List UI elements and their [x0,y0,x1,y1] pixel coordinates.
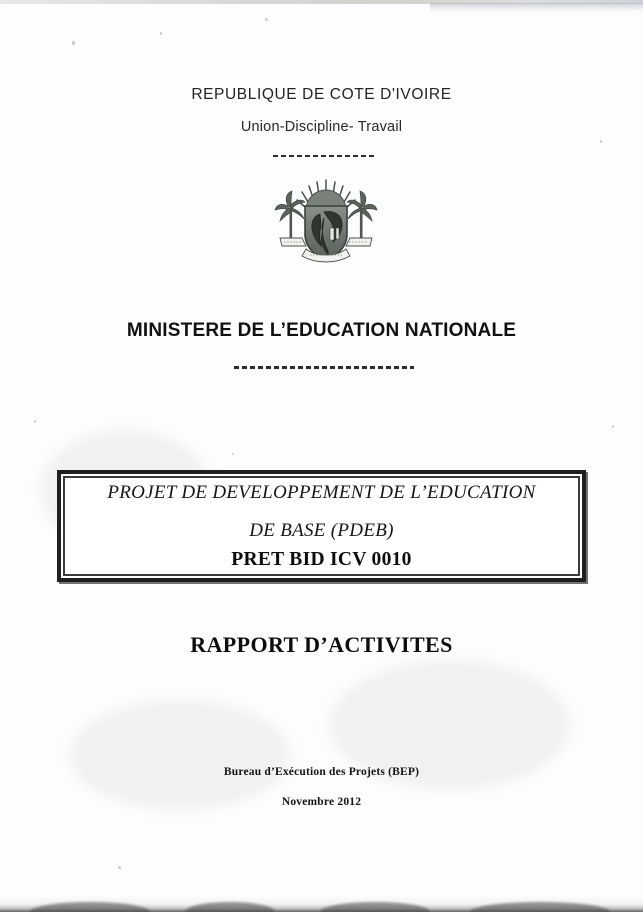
dashed-separator-top [273,155,377,157]
publication-date: Novembre 2012 [281,796,362,808]
scan-speck-artifact [160,32,162,35]
scan-speck-artifact [72,41,75,45]
issuing-office: Bureau d’Exécution des Projets (BEP) [223,766,420,778]
scan-top-shadow-artifact [430,3,643,12]
republic-header-line: REPUBLIQUE DE COTE D'IVOIRE [191,86,452,103]
scan-speck-artifact [118,866,121,869]
scan-speck-artifact [34,420,36,423]
national-motto-line: Union-Discipline- Travail [240,119,403,135]
scan-speck-artifact [265,18,268,21]
scan-speck-artifact [600,140,602,143]
scan-speck-artifact [232,453,234,455]
project-title-line-1: PROJET DE DEVELOPPEMENT DE L’EDUCATION [107,481,536,503]
scan-smudge-artifact [70,700,290,810]
scan-bottom-shadow-artifact [0,896,643,912]
report-title: RAPPORT D’ACTIVITES [190,632,453,657]
project-title-line-2: DE BASE (PDEB) [249,519,394,541]
dashed-separator-middle [234,366,414,369]
loan-reference-line: PRET BID ICV 0010 [231,548,412,570]
ministry-title: MINISTERE DE L’EDUCATION NATIONALE [126,320,517,341]
project-title-box [57,470,586,582]
scan-speck-artifact [612,425,614,428]
coat-of-arms-icon [272,176,380,270]
